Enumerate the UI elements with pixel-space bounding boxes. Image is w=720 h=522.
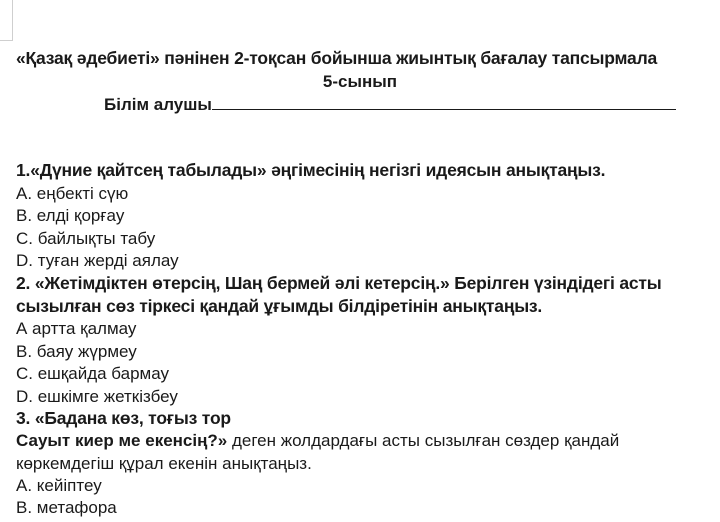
question-2-text-line-1: 2. «Жетімдіктен өтерсің, Шаң бермей әлі кетерсің.» Берілген үзіндідегі асты <box>16 273 662 293</box>
question-1-option-c: С. байлықты табу <box>16 229 156 248</box>
question-1-option-b: В. елді қорғау <box>16 206 125 225</box>
question-2-option-c: С. ешқайда бармау <box>16 364 170 383</box>
question-3-option-b: В. метафора <box>16 498 117 517</box>
grade-label: 5-сынып <box>322 72 398 91</box>
page-corner-mark <box>0 0 13 41</box>
question-3-quote-part: Сауыт киер ме екенсің?» <box>16 431 228 450</box>
question-1-option-d: D. туған жерді аялау <box>16 251 179 270</box>
student-name-row <box>104 94 676 115</box>
question-2-option-a: А артта қалмау <box>16 319 137 338</box>
question-2-text-line-2: сызылған сөз тіркесі қандай ұғымды білдіретінін анықтаңыз. <box>16 296 543 316</box>
question-2-option-b: В. баяу жүрмеу <box>16 342 137 361</box>
student-name-blank[interactable] <box>212 94 676 110</box>
question-3-text-line-3: көркемдегіш құрал екенін анықтаңыз. <box>16 454 312 473</box>
document-title: «Қазақ әдебиеті» пәнінен 2-тоқсан бойынша жиынтық бағалау тапсырмала <box>16 48 658 68</box>
student-label: Білім алушы <box>104 95 212 114</box>
question-3-text-line-1: 3. «Бадана көз, тоғыз тор <box>16 408 231 428</box>
question-1-option-a: А. еңбекті сүю <box>16 184 129 203</box>
question-3-text-part: деген жолдардағы асты сызылған сөздер қандай <box>227 431 620 450</box>
question-1-text: 1.«Дүние қайтсең табылады» әңгімесінің негізгі идеясын анықтаңыз. <box>16 160 606 180</box>
question-2-option-d: D. ешкімге жеткізбеу <box>16 387 178 406</box>
question-3-text-line-2 <box>16 431 619 451</box>
question-3-option-a: А. кейіптеу <box>16 476 102 495</box>
